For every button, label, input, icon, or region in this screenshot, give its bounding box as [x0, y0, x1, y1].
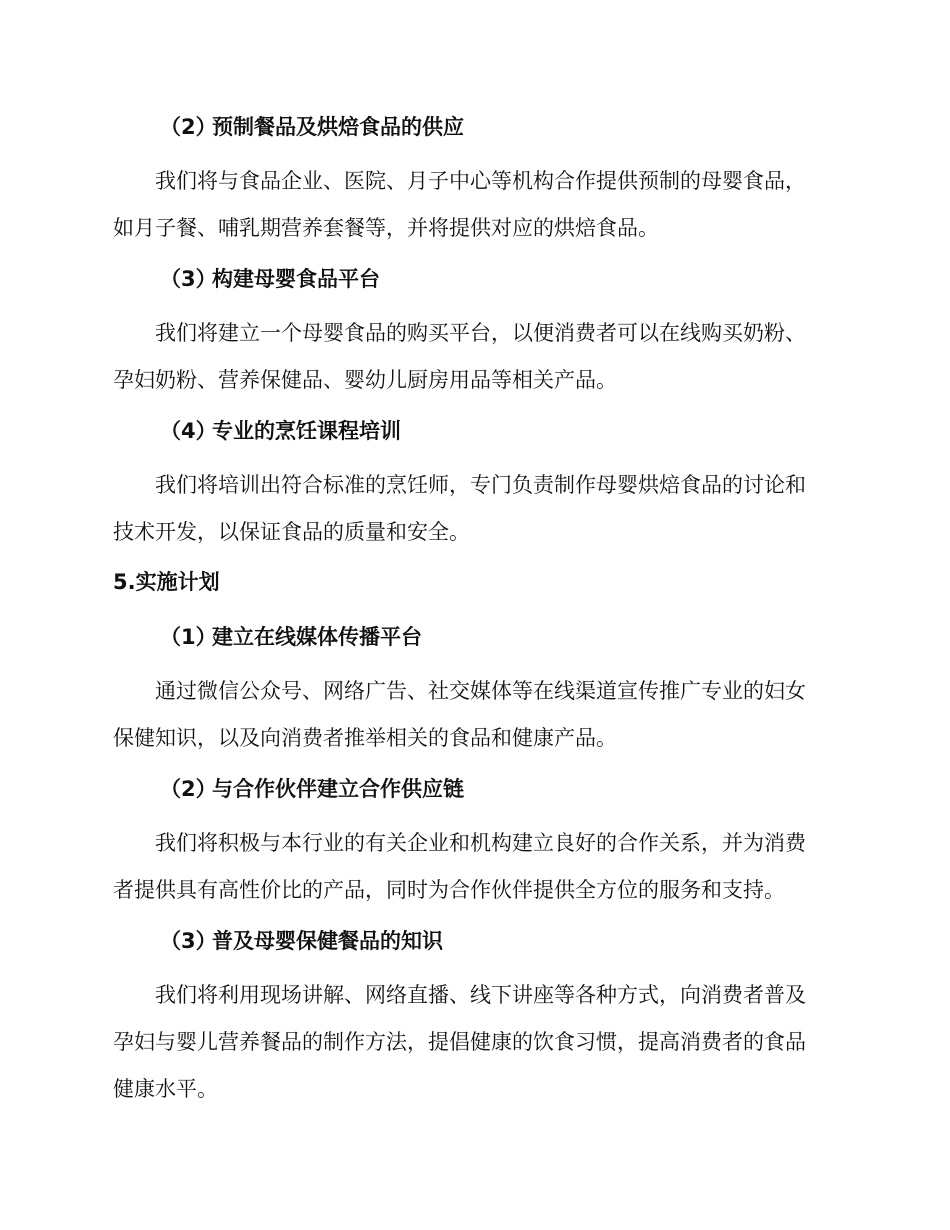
subheading-cooking-training [160, 416, 401, 446]
subheading-text: 专业的烹饪课程培训 [212, 419, 401, 443]
paragraph-line: 我们将利用现场讲解、网络直播、线下讲座等各种方式，向消费者普及 [155, 983, 806, 1007]
subheading-number: （3） [160, 929, 217, 953]
subheading-food-platform [160, 264, 380, 294]
paragraph-health-knowledge [113, 972, 841, 1113]
paragraph-line: 技术开发，以保证食品的质量和安全。 [113, 520, 470, 544]
subheading-text: 建立在线媒体传播平台 [212, 625, 422, 649]
paragraph-line: 我们将建立一个母婴食品的购买平台，以便消费者可以在线购买奶粉、 [155, 321, 806, 345]
subheading-prepared-meals [160, 112, 464, 142]
paragraph-line: 如月子餐、哺乳期营养套餐等，并将提供对应的烘焙食品。 [113, 216, 659, 240]
subheading-number: （3） [160, 267, 217, 291]
paragraph-line: 我们将积极与本行业的有关企业和机构建立良好的合作关系，并为消费 [155, 831, 806, 855]
paragraph-line: 保健知识，以及向消费者推举相关的食品和健康产品。 [113, 726, 617, 750]
paragraph-food-platform [113, 310, 841, 404]
paragraph-line: 我们将培训出符合标准的烹饪师，专门负责制作母婴烘焙食品的讨论和 [155, 473, 806, 497]
subheading-number: （1） [160, 625, 217, 649]
subheading-online-media [160, 622, 422, 652]
section-heading-implementation-plan: 5.实施计划 [113, 570, 220, 594]
paragraph-line: 者提供具有高性价比的产品，同时为合作伙伴提供全方位的服务和支持。 [113, 878, 785, 902]
paragraph-online-media [113, 668, 841, 762]
paragraph-prepared-meals [113, 158, 841, 252]
paragraph-line: 我们将与食品企业、医院、月子中心等机构合作提供预制的母婴食品， [155, 169, 806, 193]
paragraph-line: 孕妇奶粉、营养保健品、婴幼儿厨房用品等相关产品。 [113, 368, 617, 392]
subheading-text: 与合作伙伴建立合作供应链 [212, 777, 464, 801]
subheading-text: 构建母婴食品平台 [212, 267, 380, 291]
subheading-text: 普及母婴保健餐品的知识 [212, 929, 443, 953]
paragraph-line: 孕妇与婴儿营养餐品的制作方法，提倡健康的饮食习惯，提高消费者的食品 [113, 1030, 806, 1054]
paragraph-cooking-training [113, 462, 841, 556]
subheading-number: （2） [160, 115, 217, 139]
subheading-number: （4） [160, 419, 217, 443]
paragraph-line: 健康水平。 [113, 1077, 218, 1101]
subheading-text: 预制餐品及烘焙食品的供应 [212, 115, 464, 139]
paragraph-line: 通过微信公众号、网络广告、社交媒体等在线渠道宣传推广专业的妇女 [155, 679, 806, 703]
paragraph-supply-chain [113, 820, 841, 914]
subheading-number: （2） [160, 777, 217, 801]
subheading-health-knowledge [160, 926, 443, 956]
subheading-supply-chain [160, 774, 464, 804]
